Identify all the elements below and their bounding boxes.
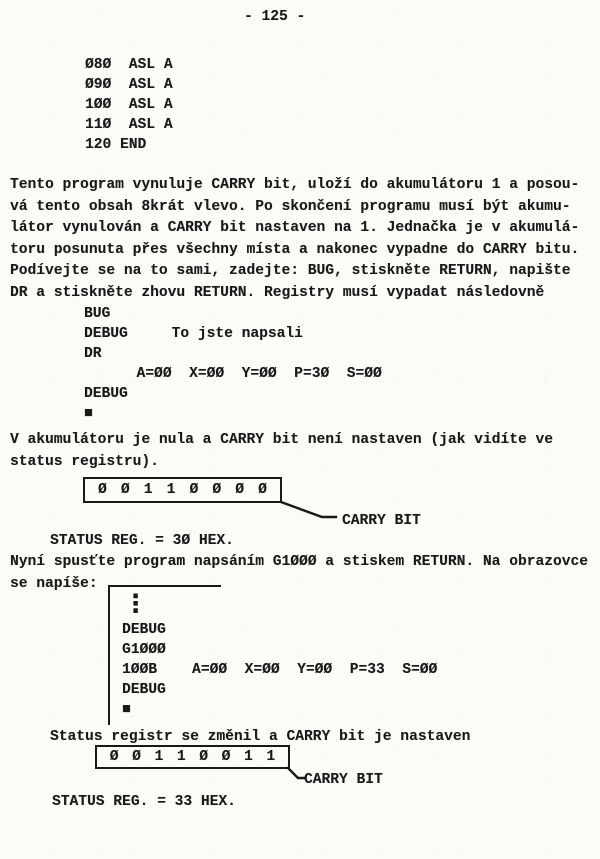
status-reg-value-1: STATUS REG. = 3Ø HEX. (50, 533, 234, 549)
register-bit: Ø (189, 482, 199, 498)
terminal-line: DEBUG (122, 622, 166, 638)
vertical-ellipsis: ⋮ (123, 589, 148, 618)
listing-line: 120 END (85, 137, 147, 153)
paragraph-line: Tento program vynuluje CARRY bit, uloží do akumulátoru 1 a posou- (10, 177, 580, 193)
register-bit: Ø (199, 749, 209, 765)
register-bit: Ø (132, 749, 141, 765)
terminal-transcript-1 (84, 304, 382, 424)
program-listing (85, 55, 173, 155)
paragraph-carry-not-set (10, 430, 553, 473)
register-bit: Ø (212, 482, 222, 498)
cursor-block: ■ (84, 406, 93, 422)
paragraph-run-program (10, 552, 588, 595)
carry-bit-label-1: CARRY BIT (342, 513, 421, 529)
listing-line: Ø9Ø ASL A (85, 77, 173, 93)
register-bit: 1 (166, 482, 176, 498)
cursor-block: ■ (122, 702, 131, 718)
paragraph-line: Podívejte se na to sami, zadejte: BUG, stiskněte RETURN, napište (10, 263, 571, 280)
listing-line: 11Ø ASL A (85, 117, 173, 133)
register-bit: 1 (244, 749, 253, 765)
terminal-line: BUG (84, 306, 111, 322)
paragraph-program-description (10, 175, 579, 305)
terminal-line: DR (84, 346, 102, 362)
caption-carry-set: Status registr se změnil a CARRY bit je nastaven (50, 729, 471, 745)
listing-line: 1ØØ ASL A (85, 97, 173, 113)
terminal-transcript-2 (122, 620, 437, 720)
paragraph-line: DR a stiskněte zhovu RETURN. Registry musí vypadat následovně (10, 284, 545, 301)
paragraph-line: vá tento obsah 8krát vlevo. Po skončení programu musí být akumu- (10, 198, 571, 215)
register-bit: 1 (266, 749, 276, 765)
terminal-register-line: A=ØØ X=ØØ Y=ØØ P=3Ø S=ØØ (84, 366, 382, 382)
register-bit: Ø (120, 482, 130, 498)
register-bit: 1 (154, 749, 164, 765)
register-bit: Ø (235, 482, 245, 498)
register-bit: Ø (258, 482, 267, 498)
register-bit: Ø (98, 482, 107, 498)
paragraph-line: V akumulátoru je nula a CARRY bit není nastaven (jak vidíte ve (10, 432, 553, 448)
register-bit: 1 (176, 749, 186, 765)
paragraph-line: Nyní spusťte program napsáním G1ØØØ a stiskem RETURN. Na obrazovce (10, 554, 589, 570)
carry-bit-label-2: CARRY BIT (304, 772, 383, 788)
terminal-line: DEBUG To jste napsali (84, 326, 303, 342)
terminal-line: G1ØØØ (122, 642, 166, 658)
terminal-line: DEBUG (122, 682, 166, 698)
register-bit: Ø (109, 749, 119, 765)
status-register-box-2 (95, 745, 290, 769)
page-number: - 125 - (244, 9, 306, 25)
terminal-line: DEBUG (84, 386, 128, 402)
status-reg-value-2: STATUS REG. = 33 HEX. (52, 794, 236, 810)
paragraph-line: látor vynulován a CARRY bit nastaven na 1. Jednačka je v akumulá- (10, 220, 580, 237)
register-bit: 1 (143, 482, 153, 498)
paragraph-line: se napíše: (10, 575, 98, 592)
paragraph-line: toru posunuta přes všechny místa a nakonec vypadne do CARRY bitu. (10, 241, 580, 258)
carry-bit-pointer-line-1 (280, 501, 338, 521)
terminal-register-line: 1ØØB A=ØØ X=ØØ Y=ØØ P=33 S=ØØ (122, 662, 438, 678)
register-bit: Ø (221, 749, 231, 765)
status-register-box-1 (83, 477, 282, 503)
paragraph-line: status registru). (10, 453, 159, 470)
listing-line: Ø8Ø ASL A (85, 57, 173, 73)
